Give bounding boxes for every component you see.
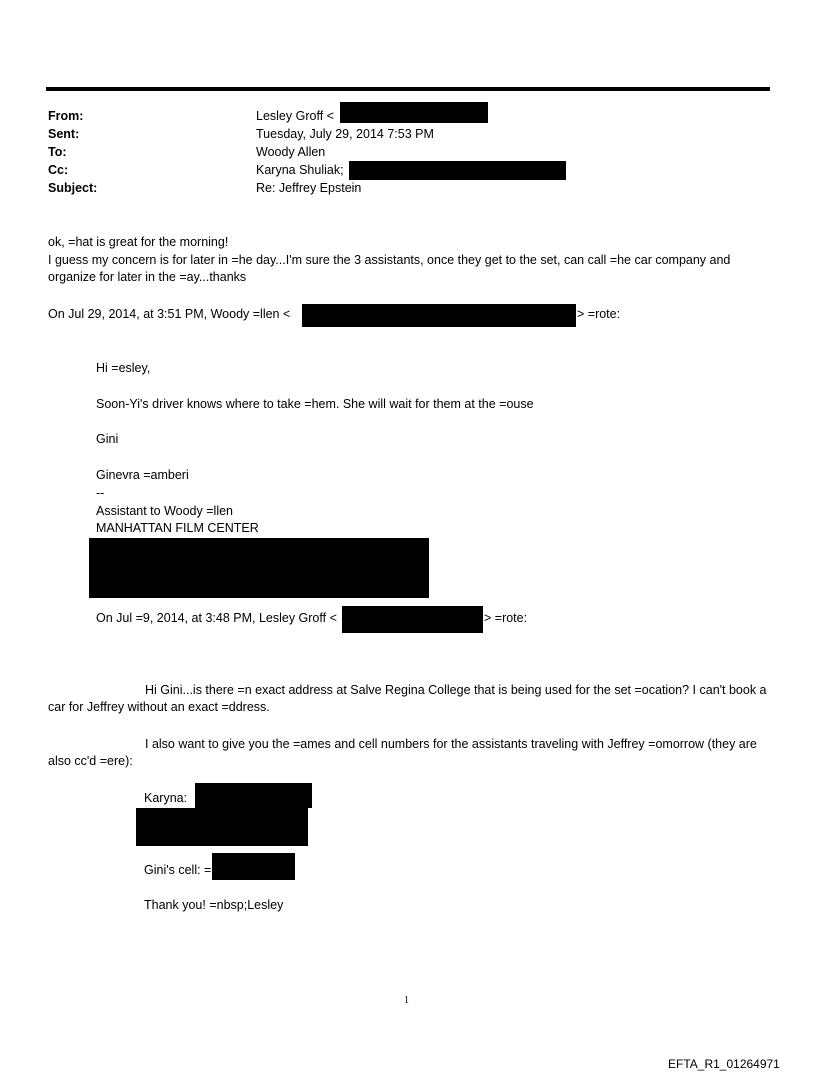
quoted2-thanks: Thank you! =nbsp;Lesley (144, 898, 284, 912)
redaction-karyna-phone (195, 783, 312, 808)
cc-value: Karyna Shuliak; (256, 163, 344, 177)
quoted1-sig-dash: -- (96, 486, 105, 500)
quoted2-para-2: I also want to give you the =ames and cell numbers for the assistants traveling with Jeffrey =omorrow (they are also cc'd =ere): (48, 737, 757, 768)
quoted1-sig-org: MANHATTAN FILM CENTER (96, 521, 259, 535)
redaction-woody-email (302, 304, 576, 327)
reply-line-1: ok, =hat is great for the morning! (48, 235, 229, 249)
quoted1-sign: Gini (96, 432, 119, 446)
reply-line-2: I guess my concern is for later in =he day...I'm sure the 3 assistants, once they get to the set, can call =he car company and organize for later in the =ay...thanks (48, 253, 731, 284)
to-value: Woody Allen (256, 145, 326, 159)
to-label: To: (48, 145, 67, 159)
sent-value: Tuesday, July 29, 2014 7:53 PM (256, 127, 434, 141)
quoted1-body: Soon-Yi's driver knows where to take =hem. She will wait for them at the =ouse (96, 397, 534, 411)
document-id-footer: EFTA_R1_01264971 (668, 1057, 780, 1071)
redaction-karyna-detail (136, 808, 308, 846)
page-number: 1 (404, 995, 409, 1006)
reply-attribution (48, 306, 290, 323)
redaction-cc-email (349, 161, 566, 180)
redaction-lesley-email (342, 606, 483, 633)
gini-cell-label: Gini's cell: = (144, 863, 212, 877)
quoted2-para-1: Hi Gini...is there =n exact address at Salve Regina College that is being used for the set =ocation? I can't book a car for Jeffrey without an exact =ddress. (48, 683, 767, 714)
subject-label: Subject: (48, 181, 98, 195)
header-rule (46, 87, 770, 91)
quoted1-attribution-suffix: > =rote: (484, 611, 528, 625)
quoted1-greeting: Hi =esley, (96, 361, 151, 375)
karyna-label: Karyna: (144, 791, 188, 805)
redaction-gini-phone (212, 853, 295, 880)
quoted1-attribution-prefix: On Jul =9, 2014, at 3:48 PM, Lesley Groff < (96, 611, 337, 625)
reply-attribution-suffix: > =rote: (577, 307, 621, 321)
quoted1-sig-title: Assistant to Woody =llen (96, 504, 233, 518)
subject-value: Re: Jeffrey Epstein (256, 181, 362, 195)
cc-label: Cc: (48, 163, 69, 177)
redaction-from-email (340, 102, 488, 123)
redaction-address-block (89, 538, 429, 598)
from-label: From: (48, 109, 84, 123)
from-value: Lesley Groff < (256, 109, 334, 123)
reply-attribution-prefix: On Jul 29, 2014, at 3:51 PM, Woody =llen < (48, 307, 291, 321)
sent-label: Sent: (48, 127, 80, 141)
quoted1-sig-name: Ginevra =amberi (96, 468, 189, 482)
